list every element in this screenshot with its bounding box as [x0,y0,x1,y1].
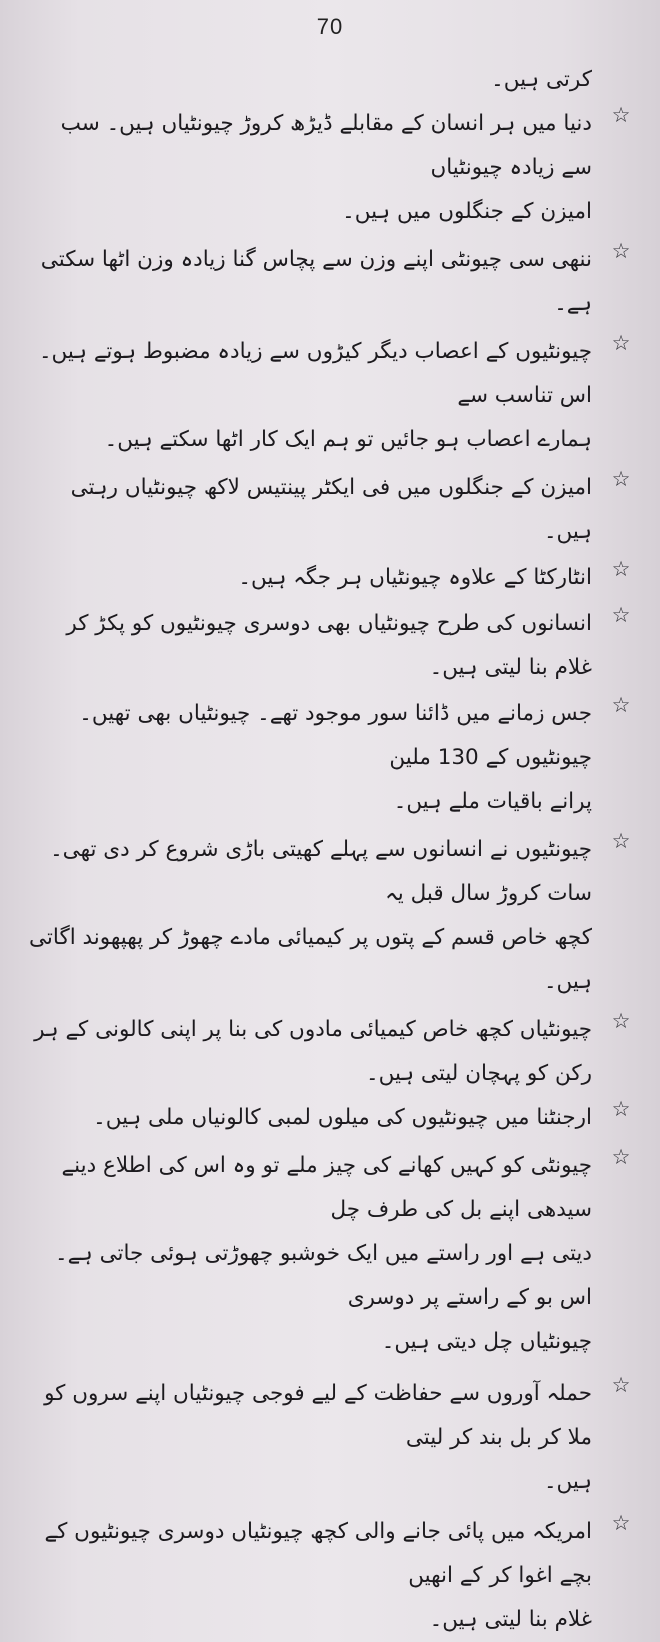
line: چیونٹیوں نے انسانوں سے پہلے کھیتی باڑی شروع کر دی تھی۔ سات کروڑ سال قبل یہ [50,837,592,906]
star-icon: ☆ [611,1145,631,1169]
star-icon: ☆ [611,239,631,263]
line: ارجنٹنا میں چیونٹیوں کی میلوں لمبی کالونیاں ملی ہیں۔ [93,1105,592,1130]
list-item [28,1372,632,1504]
star-icon: ☆ [611,557,631,581]
star-icon: ☆ [611,467,631,491]
line: دنیا میں ہر انسان کے مقابلے ڈیڑھ کروڑ چیونٹیاں ہیں۔ سب سے زیادہ چیونٹیاں [60,111,592,180]
line: کرتی ہیں۔ [491,67,592,92]
line: ہمارے اعصاب ہو جائیں تو ہم ایک کار اٹھا سکتے ہیں۔ [104,427,592,452]
line: دیتی ہے اور راستے میں ایک خوشبو چھوڑتی ہوئی جاتی ہے۔ اس بو کے راستے پر دوسری [54,1241,592,1310]
star-icon: ☆ [611,693,631,717]
list-item [28,1096,632,1140]
line: انٹارکٹا کے علاوہ چیونٹیاں ہر جگہ ہیں۔ [238,565,592,590]
line: امریکہ میں پائی جانے والی کچھ چیونٹیاں دوسری چیونٹیوں کے بچے اغوا کر کے انھیں [44,1519,592,1588]
line: امیزن کے جنگلوں میں فی ایکٹر پینتیس لاکھ چیونٹیاں رہتی ہیں۔ [70,475,592,544]
list-item [28,1144,632,1364]
line: ہیں۔ [543,1469,592,1494]
line: غلام بنا لیتی ہیں۔ [429,1607,592,1632]
page-body [28,58,632,1642]
star-icon: ☆ [611,1097,631,1121]
star-icon: ☆ [611,603,631,627]
star-icon: ☆ [611,1009,631,1033]
list-item [28,1008,632,1096]
list-item [28,466,632,554]
list-item [28,828,632,1004]
list-item [28,58,632,102]
line: انسانوں کی طرح چیونٹیاں بھی دوسری چیونٹیوں کو پکڑ کر غلام بنا لیتی ہیں۔ [66,611,592,680]
line: کچھ خاص قسم کے پتوں پر کیمیائی مادے چھوڑ کر پھپھوند اگاتی ہیں۔ [29,925,592,994]
line: جس زمانے میں ڈائنا سور موجود تھے۔ چیونٹیاں بھی تھیں۔ چیونٹیوں کے 130 ملین [79,701,592,770]
line: امیزن کے جنگلوں میں ہیں۔ [342,199,592,224]
list-item [28,602,632,690]
star-icon: ☆ [611,331,631,355]
line: حملہ آوروں سے حفاظت کے لیے فوجی چیونٹیاں اپنے سروں کو ملا کر بل بند کر لیتی [44,1381,592,1450]
list-item [28,1510,632,1642]
line: چیونٹی کو کہیں کھانے کی چیز ملے تو وہ اس کی اطلاع دینے سیدھی اپنے بل کی طرف چل [61,1153,592,1222]
list-item [28,330,632,462]
star-icon: ☆ [611,103,631,127]
page-number: 70 [316,14,344,39]
star-icon: ☆ [611,829,631,853]
line: چیونٹیوں کے اعصاب دیگر کیڑوں سے زیادہ مضبوط ہوتے ہیں۔ اس تناسب سے [38,339,592,408]
star-icon: ☆ [611,1373,631,1397]
line: چیونٹیاں چل دیتی ہیں۔ [381,1329,592,1354]
list-item [28,692,632,824]
list-item [28,556,632,600]
line: پرانے باقیات ملے ہیں۔ [393,789,592,814]
line: چیونٹیاں کچھ خاص کیمیائی مادوں کی بنا پر اپنی کالونی کے ہر رکن کو پہچان لیتی ہیں۔ [34,1017,592,1086]
line: ننھی سی چیونٹی اپنے وزن سے پچاس گنا زیادہ وزن اٹھا سکتی ہے۔ [40,247,592,316]
list-item [28,102,632,234]
list-item [28,238,632,326]
star-icon: ☆ [611,1511,631,1535]
